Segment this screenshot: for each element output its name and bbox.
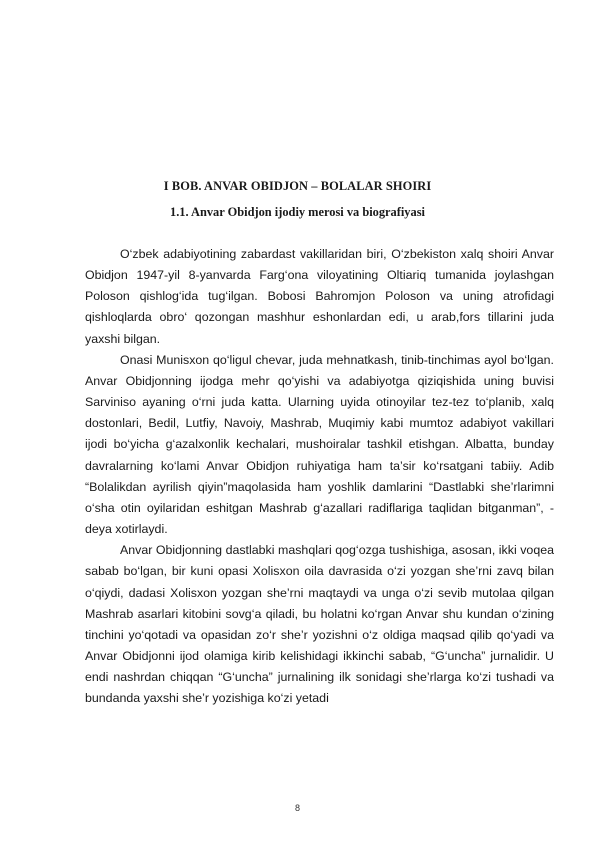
section-title: 1.1. Anvar Obidjon ijodiy merosi va biografiyasi bbox=[170, 205, 425, 219]
paragraph: Onasi Munisxon qo‘ligul chevar, juda mehnatkash, tinib-tinchimas ayol bo‘lgan. Anvar Obidjonning ijodga mehr qo‘yishi va adabiyotga qiziqishida uning buvisi Sarviniso ayaning o‘rni juda katta. Ularning uyida otinoyilar tez-tez to‘planib, xalq dostonlari, Bedil, Lutfiy, Navoiy, Mashrab, Muqimiy kabi mumtoz adabiyot vakillari ijodi bo‘yicha g‘azalxonlik kechalari, mushoiralar tashkil etishgan. Albatta, bunday davralarning ko‘lami Anvar Obidjon ruhiyatiga ham ta’sir ko‘rsatgani tabiiy. Adib “Bolalikdan ayrilish qiyin”maqolasida ham yoshlik damlarini “Dastlabki she’rlarimni o‘sha otin oyilaridan eshitgan Mashrab g‘azallari radiflariga taqlidan bitganman”, - deya xotirlaydi. bbox=[85, 352, 554, 537]
page-number: 8 bbox=[294, 803, 300, 813]
paragraph: Anvar Obidjonning dastlabki mashqlari qog‘ozga tushishiga, asosan, ikki voqea sabab bo‘lgan, bir kuni opasi Xolisxon oila davrasida o‘zi yozgan she’rni zavq bilan o‘qiydi, dadasi Xolisxon yozgan she’rni maqtaydi va unga o‘zi sevib mutolaa qilgan Mashrab asarlari kitobini sovg‘a qiladi, bu holatni ko‘rgan Anvar shu kundan o‘zining tinchini yo‘qotadi va opasidan zo‘r she’r yozishni o‘z oldiga maqsad qilib qo‘yadi va Anvar Obidjonni ijod olamiga kirib kelishidagi ikkinchi sabab, “G‘uncha” jurnalidir. U endi nashrdan chiqqan “G‘uncha” jurnalining ilk sonidagi she’rlarga ko‘zi tushadi va bundanda yaxshi she’r yozishiga ko‘zi yetadi bbox=[85, 543, 554, 706]
body-text bbox=[85, 244, 554, 709]
chapter-title: I BOB. ANVAR OBIDJON – BOLALAR SHOIRI bbox=[163, 179, 432, 193]
paragraph: O‘zbek adabiyotining zabardast vakillaridan biri, O‘zbekiston xalq shoiri Anvar Obidjon 1947-yil 8-yanvarda Farg‘ona viloyatining Oltiariq tumanida joylashgan Poloson qishlog‘ida tug‘ilgan. Bobosi Bahromjon Poloson va uning atrofidagi qishloqlarda obro‘ qozongan mashhur eshonlardan edi, u arab,fors tillarini juda yaxshi bilgan. bbox=[85, 247, 554, 346]
